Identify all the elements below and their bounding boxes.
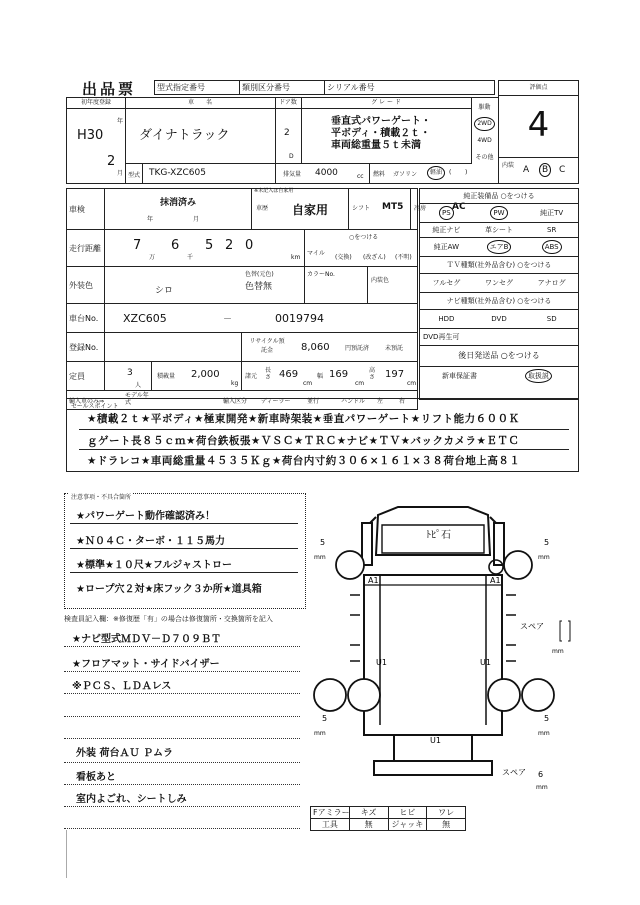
model-value: TKG-XZC605 (149, 168, 206, 178)
navi-dvd: DVD (491, 315, 507, 323)
handle-left: 左 (377, 398, 384, 405)
wheel-rear-right-inner (488, 679, 520, 711)
std-equip-label: 純正装備品 ○をつける (420, 189, 578, 204)
model-row (125, 163, 471, 183)
recycle-value: 8,060 (301, 342, 330, 353)
doors-value: 2 (284, 128, 290, 138)
mileage-digit-3: 5 (205, 238, 214, 253)
grade-text (331, 116, 431, 152)
dims-label: 諸元 (245, 373, 258, 380)
reg-recycle-cell (105, 333, 418, 362)
wheel-rear-left-inner (348, 679, 380, 711)
drive-cell (471, 98, 498, 183)
meter-mile-label: マイル (307, 250, 325, 257)
equipment-block (419, 188, 579, 400)
cargo-bed (364, 575, 502, 735)
navi-sd: SD (546, 315, 557, 323)
spare-label-2: スペア (502, 768, 526, 777)
note-item-1: ★パワーゲート動作確認済み！ (76, 511, 215, 522)
grade-score-box (498, 80, 579, 184)
fuel-paren-open: ( (449, 169, 452, 176)
legend-table (310, 806, 466, 831)
orig-color-label: 色替(元色) (245, 271, 274, 278)
model-label: 型式 (128, 172, 141, 179)
inspector-item-2: ★フロアマット・サイドバイザー (72, 659, 220, 670)
interior-grade-row (499, 157, 578, 183)
navi-type-label: ナビ種類(社外品含む) ○をつける (420, 293, 578, 310)
shaken-year-unit: 年 (147, 216, 154, 223)
car-name-cell (125, 98, 276, 164)
inspector-item-6: 外装 荷台ＡＵ Ｐムラ (76, 748, 173, 759)
car-name-label: 車 名 (125, 98, 275, 109)
inspector-item-1: ★ナビ型式ＭＤＶ－Ｄ７０９ＢＴ (72, 634, 221, 645)
sales-points-box (66, 398, 579, 472)
legend-cell-2: 無 (349, 819, 388, 831)
legend-cell-1: 工具 (311, 819, 350, 831)
capacity-cell (105, 362, 418, 391)
width-label: 幅 (317, 373, 324, 380)
grade-line-3: 車両総重量５ｔ未満 (331, 140, 421, 151)
grade-line-1: 垂直式パワーゲート・ (331, 116, 431, 127)
drive-4wd: 4WD (477, 137, 492, 144)
doors-unit: D (289, 153, 294, 160)
tread-front-left-unit: mm (314, 554, 326, 561)
handle-label: ハンドル (341, 398, 366, 405)
recycle-paid: 円預託済 (345, 345, 370, 352)
equip-sr: SR (547, 226, 557, 234)
drive-2wd: 2WD (474, 117, 494, 131)
mileage-digit-4: 2 (225, 238, 234, 253)
diagram-u1-bottom: U1 (430, 736, 441, 745)
color-cell (105, 267, 305, 304)
doors-cell (275, 98, 302, 164)
equip-abs: ABS (542, 240, 562, 254)
load-label: 積載量 (157, 373, 176, 380)
tread-rear-right-unit: mm (538, 730, 550, 737)
car-name: ダイナトラック (139, 128, 230, 143)
equip-pw: PW (490, 206, 507, 220)
mileage-cell (105, 230, 305, 267)
sales-point-line-1: ★積載２ｔ★平ボディ★極東開発★新車時架装★垂直パワーゲート★リフト能力６００Ｋ (87, 413, 520, 425)
grade-cell (301, 98, 472, 164)
note-item-2: ★Ｎ０４Ｃ・ターボ・１１５馬力 (76, 536, 225, 547)
meter-exchange: (交換) (335, 254, 352, 261)
chassis-label: 車台No. (67, 304, 105, 333)
import-label: 輸入車のみ⇒ (69, 398, 105, 405)
reg-no-label: 登録No. (67, 333, 105, 362)
legend-cell-4: 無 (427, 819, 466, 831)
tv-oneseg: ワンセグ (485, 279, 513, 287)
tread-rear-right: 5 (544, 714, 550, 723)
rear-bumper (374, 761, 492, 775)
model-year-label: モデル年式 (125, 392, 149, 406)
shift-value: MT5 (382, 202, 404, 212)
legend-header-3: ヒビ (388, 807, 427, 819)
load-value: 2,000 (191, 369, 220, 380)
mileage-unit-km: km (291, 254, 301, 261)
capacity-value: 3 (127, 368, 133, 378)
inspector-item-7: 看板あと (76, 772, 116, 783)
note-item-3: ★標準★１０尺★フルジャストロー (76, 560, 233, 571)
diagram-u1-right: U1 (480, 658, 491, 667)
shaken-value: 抹消済み (159, 198, 196, 208)
inspector-item-8: 室内よごれ、シートしみ (76, 794, 187, 805)
chassis-dash: － (223, 315, 233, 325)
first-reg-cell (67, 98, 126, 183)
width-value: 169 (329, 369, 349, 380)
header-id-row (154, 80, 495, 95)
first-reg-label: 初年度登録 (67, 98, 125, 109)
interior-c: C (559, 165, 566, 175)
meter-cell (305, 230, 418, 267)
height-value: 197 (385, 369, 405, 380)
diagram-tag-top: ﾄﾋﾟ石 (426, 530, 451, 541)
tv-type-label: ＴＶ種類(社外品含む) ○をつける (420, 257, 578, 274)
ac-label: 冷房 (414, 205, 427, 212)
wheel-front-right (504, 551, 532, 579)
sales-point-line-3: ★ドラレコ★車両総重量４５３５Ｋｇ★荷台内寸約３０６×１６１×３８荷台地上高８１ (87, 455, 521, 467)
mileage-label: 走行距離 (67, 230, 105, 267)
diagram-u1-left: U1 (376, 658, 387, 667)
chassis-number: 0019794 (275, 312, 324, 325)
cc-value: 4000 (315, 168, 338, 178)
mileage-unit-sen: 千 (187, 254, 194, 261)
wheel-rear-left-outer (314, 679, 346, 711)
right-mirror (494, 523, 504, 565)
grade-score-label: 評価点 (499, 81, 578, 96)
tread-front-right: 5 (544, 538, 550, 547)
spare-1-unit: mm (552, 648, 564, 655)
history-note: ※未記入は自家用 (254, 188, 294, 194)
fuel-gasoline: ガソリン (393, 171, 418, 178)
navi-hdd: HDD (438, 315, 455, 323)
mileage-digit-2: 6 (171, 238, 180, 253)
equip-tv: 純正TV (540, 209, 564, 217)
shift-label: シフト (352, 205, 371, 212)
tv-fullseg: フルセグ (432, 279, 461, 287)
import-parallel: 並行 (307, 398, 320, 405)
color-no-label: カラーNo. (307, 271, 335, 278)
dvd-play: DVD再生可 (420, 329, 578, 346)
handle-right: 右 (399, 398, 406, 405)
height-label: 高さ (369, 367, 376, 381)
color-change-value: 色替無 (245, 282, 273, 292)
length-label: 長さ (265, 367, 272, 381)
first-reg-month: 2 (107, 154, 116, 169)
chassis-model: XZC605 (123, 312, 167, 325)
first-reg-year: H30 (77, 128, 104, 143)
diagram-a1-right: A1 (490, 576, 501, 585)
mileage-unit-man: 万 (149, 254, 156, 261)
spare-2-unit: mm (536, 784, 548, 791)
fuel-label: 燃料 (373, 171, 386, 178)
mileage-digit-5: 0 (245, 238, 254, 253)
length-unit: cm (303, 380, 313, 387)
right-mirror-mark (489, 560, 503, 574)
damage-diagram (300, 495, 580, 795)
equip-leather: 革シート (485, 226, 513, 234)
legend-header-1: Fアミラー (311, 807, 350, 819)
tread-front-left: 5 (320, 538, 326, 547)
fuel-diesel-selected: 軽油 (427, 166, 445, 180)
import-dealer: ディーラー (261, 398, 291, 405)
chassis-cell (105, 304, 418, 333)
serial-label: シリアル番号 (325, 81, 495, 95)
vehicle-block (66, 97, 499, 184)
wheel-rear-right-outer (522, 679, 554, 711)
equip-ps: PS (439, 206, 454, 220)
inspector-label: 検査員記入欄：※修復歴「有」の場合は修復箇所・交換箇所を記入 (64, 615, 273, 623)
docs-label: 後日発送品 ○をつける (420, 346, 578, 367)
color-no-cell (305, 267, 418, 304)
capacity-unit: 人 (135, 382, 142, 389)
inspector-item-3: ※ＰＣＳ、ＬＤＡレス (72, 681, 172, 692)
drive-label: 駆動 (478, 104, 491, 111)
equip-airbag: エアB (487, 240, 512, 254)
equip-navi: 純正ナビ (432, 226, 461, 234)
height-unit: cm (407, 380, 417, 387)
color-label: 外装色 (67, 267, 105, 304)
load-unit: kg (231, 380, 239, 387)
wheel-front-left (336, 551, 364, 579)
interior-a: A (523, 165, 530, 175)
import-cat-label: 輸入区分 (223, 398, 248, 405)
ac-value: AC (452, 202, 466, 212)
width-unit: cm (355, 380, 365, 387)
first-reg-year-unit: 年 (117, 118, 124, 125)
recycle-unpaid: 未預託 (385, 345, 404, 352)
grade-label: グ レ ー ド (301, 98, 471, 109)
legend-cell-3: ジャッキ (388, 819, 427, 831)
fuel-paren-close: ) (465, 169, 468, 176)
diagram-a1-left: A1 (368, 576, 379, 585)
tv-analog: アナログ (537, 279, 566, 287)
note-item-4: ★ロープ穴２対★床フック３か所★道具箱 (76, 584, 262, 595)
drive-other: その他 (475, 154, 494, 161)
meter-unknown: (不明) (395, 254, 412, 261)
mileage-digit-1: 7 (133, 238, 142, 253)
legend-header-4: ワレ (427, 807, 466, 819)
docs-manual: 取扱説 (525, 369, 552, 383)
sheet-title: 出品票 (82, 80, 137, 98)
doors-label: ドア数 (275, 98, 301, 109)
class-label: 類別区分番号 (240, 81, 325, 95)
length-value: 469 (279, 369, 299, 380)
shaken-month-unit: 月 (193, 216, 200, 223)
spare-2-value: 6 (538, 770, 544, 779)
interior-color-label: 内装色 (371, 277, 390, 284)
docs-warranty: 新車保証書 (442, 372, 477, 380)
history-value: 自家用 (292, 203, 329, 217)
cc-unit: cc (357, 173, 364, 180)
grade-line-2: 平ボディ・積載２ｔ・ (331, 128, 431, 139)
capacity-label: 定員 (67, 362, 105, 391)
interior-grade-label: 内装 (502, 162, 515, 169)
tread-rear-left: 5 (322, 714, 328, 723)
interior-b: B (539, 163, 551, 177)
sales-point-line-2: ｇゲート長８５ｃｍ★荷台鉄板張★ＶＳＣ★ＴＲＣ★ナビ★ＴＶ★バックカメラ★ＥＴＣ (87, 435, 520, 447)
sales-points-label: セールスポイント (71, 403, 119, 410)
first-reg-month-unit: 月 (117, 170, 124, 177)
shaken-cell (105, 189, 252, 230)
tread-rear-left-unit: mm (314, 730, 326, 737)
shaken-label: 車検 (67, 189, 105, 230)
grade-score: 4 (527, 105, 550, 145)
color-value: シロ (155, 286, 174, 296)
meter-tamper: (改ざん) (363, 254, 386, 261)
history-label: 車歴 (256, 205, 269, 212)
legend-header-2: キズ (349, 807, 388, 819)
spare-label-1: スペア (520, 622, 544, 631)
type-cert-label: 型式指定番号 (155, 81, 240, 95)
notes-label: 注意事項・不具合箇所 (71, 494, 132, 501)
equip-aw: 純正AW (433, 243, 459, 251)
recycle-label: リサイクル預託金 (249, 338, 285, 354)
tread-front-right-unit: mm (538, 554, 550, 561)
meter-note: ○をつける (349, 234, 379, 241)
cc-label: 排気量 (283, 171, 302, 178)
